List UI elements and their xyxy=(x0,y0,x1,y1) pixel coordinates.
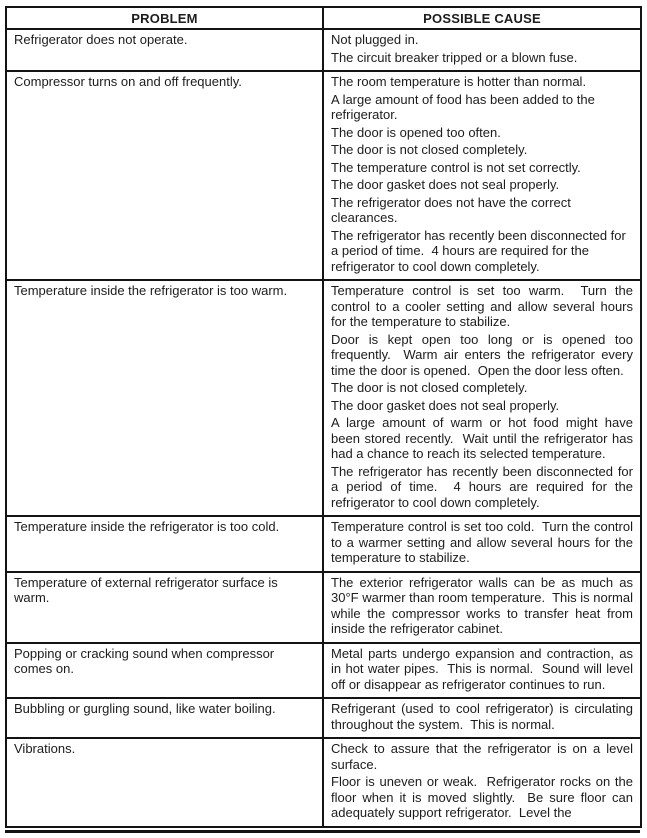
problem-cell: Compressor turns on and off frequently. xyxy=(6,71,323,280)
cause-paragraph: The circuit breaker tripped or a blown fuse. xyxy=(331,49,578,65)
column-header-possible-cause: POSSIBLE CAUSE xyxy=(323,7,641,29)
cause-paragraph: The door is not closed completely. xyxy=(331,380,528,395)
cause-paragraph: A large amount of food has been added to the refrigerator. xyxy=(331,91,599,122)
table-row xyxy=(6,280,641,516)
cause-paragraph: The door is opened too often. xyxy=(331,124,501,140)
page-crop-rule xyxy=(5,830,640,833)
cause-cell xyxy=(323,71,641,280)
problem-cell: Vibrations. xyxy=(6,738,323,827)
cause-paragraph: Floor is uneven or weak. Refrigerator rocks on the floor when it is moved slightly. Be sure floor can adequately support refrigerator. Level the xyxy=(331,774,637,820)
cause-paragraph: The refrigerator has recently been disconnected for a period of time. 4 hours are required for the refrigerator to cool down completely. xyxy=(331,227,630,274)
table-row xyxy=(6,698,641,738)
cause-paragraph: The refrigerator does not have the correct clearances. xyxy=(331,194,575,225)
table-row xyxy=(6,29,641,71)
problem-cell: Popping or cracking sound when compressor comes on. xyxy=(6,643,323,699)
cause-paragraph: Refrigerant (used to cool refrigerator) is circulating throughout the system. This is normal. xyxy=(331,701,637,732)
problem-cell: Temperature inside the refrigerator is too warm. xyxy=(6,280,323,516)
table-row xyxy=(6,738,641,827)
table-row xyxy=(6,572,641,643)
problem-cell: Temperature inside the refrigerator is too cold. xyxy=(6,516,323,572)
cause-cell xyxy=(323,738,641,827)
table-row xyxy=(6,643,641,699)
cause-paragraph: Metal parts undergo expansion and contraction, as in hot water pipes. This is normal. Sound will level off or disappear as refrigerator continues to run. xyxy=(331,645,637,692)
table-body xyxy=(6,29,641,827)
troubleshooting-table xyxy=(5,6,642,828)
page-crop-mask xyxy=(0,833,647,838)
table-header xyxy=(6,7,641,29)
cause-cell xyxy=(323,698,641,738)
cause-paragraph: The refrigerator has recently been disconnected for a period of time. 4 hours are required for the refrigerator to cool down completely. xyxy=(331,463,637,510)
cause-paragraph: The room temperature is hotter than normal. xyxy=(331,74,587,89)
cause-cell xyxy=(323,516,641,572)
cause-paragraph: Temperature control is set too cold. Turn the control to a warmer setting and allow several hours for the temperature to stabilize. xyxy=(331,519,637,565)
table-row xyxy=(6,516,641,572)
manual-page xyxy=(5,6,640,828)
cause-cell xyxy=(323,29,641,71)
cause-cell xyxy=(323,280,641,516)
problem-cell: Bubbling or gurgling sound, like water boiling. xyxy=(6,698,323,738)
cause-paragraph: Check to assure that the refrigerator is on a level surface. xyxy=(331,741,637,772)
table-row xyxy=(6,71,641,280)
cause-paragraph: Temperature control is set too warm. Turn the control to a cooler setting and allow several hours for the temperature to stabilize. xyxy=(331,283,637,329)
cause-cell xyxy=(323,643,641,699)
cause-cell xyxy=(323,572,641,643)
cause-paragraph: Not plugged in. xyxy=(331,32,419,47)
cause-paragraph: The exterior refrigerator walls can be as much as 30°F warmer than room temperature. This is normal while the compressor works to transfer heat from inside the refrigerator cabinet. xyxy=(331,574,637,636)
cause-paragraph: The door gasket does not seal properly. xyxy=(331,397,560,413)
cause-paragraph: Door is kept open too long or is opened too frequently. Warm air enters the refrigerator every time the door is opened. Open the door less often. xyxy=(331,331,637,378)
problem-cell: Refrigerator does not operate. xyxy=(6,29,323,71)
problem-cell: Temperature of external refrigerator surface is warm. xyxy=(6,572,323,643)
header-row xyxy=(6,7,641,29)
cause-paragraph: The door is not closed completely. xyxy=(331,142,528,157)
column-header-problem: PROBLEM xyxy=(6,7,323,29)
cause-paragraph: The temperature control is not set correctly. xyxy=(331,159,581,175)
cause-paragraph: The door gasket does not seal properly. xyxy=(331,177,560,192)
cause-paragraph: A large amount of warm or hot food might have been stored recently. Wait until the refrigerator has had a chance to reach its selected temperature. xyxy=(331,415,637,461)
